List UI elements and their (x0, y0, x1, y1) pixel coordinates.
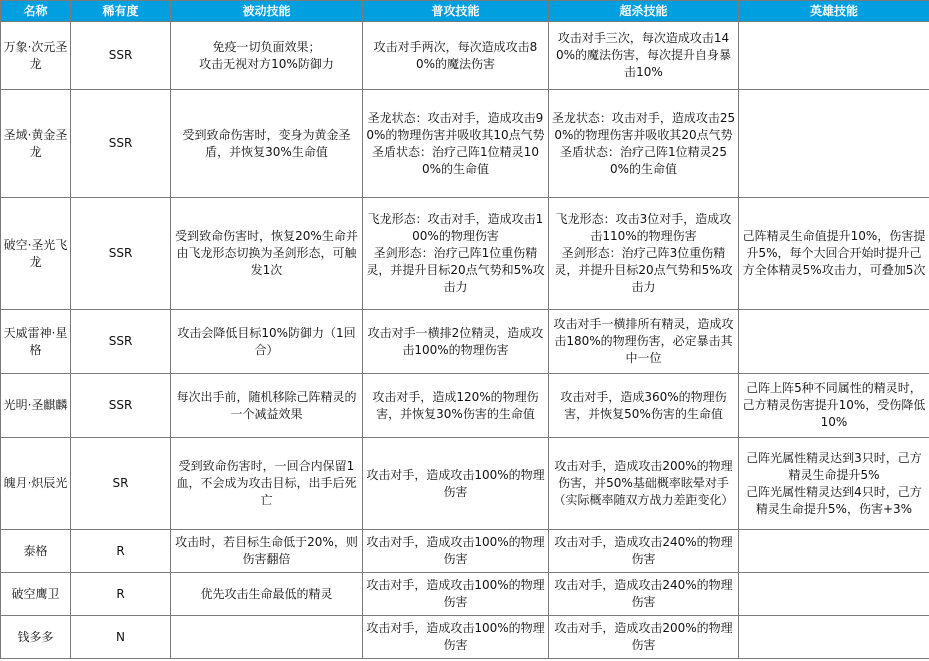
cell-name: 万象·次元圣龙 (1, 22, 71, 90)
header-normal: 普攻技能 (363, 1, 549, 22)
cell-rarity: SSR (71, 22, 171, 90)
cell-ultimate: 攻击对手一横排所有精灵，造成攻击180%的物理伤害，必定暴击其中一位 (549, 310, 739, 374)
cell-rarity: N (71, 616, 171, 659)
cell-normal: 攻击对手，造成120%的物理伤害，并恢复30%伤害的生命值 (363, 374, 549, 438)
header-ultimate: 超杀技能 (549, 1, 739, 22)
cell-name: 钱多多 (1, 616, 71, 659)
cell-name: 泰格 (1, 530, 71, 573)
cell-name: 魄月·炽辰光 (1, 438, 71, 530)
cell-ultimate: 飞龙形态：攻击3位对手，造成攻击110%的物理伤害 圣剑形态：治疗己阵3位重伤精灵，并提升目标20点气势和5%攻击力 (549, 198, 739, 310)
cell-ultimate: 攻击对手三次，每次造成攻击140%的魔法伤害，每次提升自身暴击10% (549, 22, 739, 90)
cell-normal: 飞龙形态：攻击对手，造成攻击100%的物理伤害 圣剑形态：治疗己阵1位重伤精灵，并提升目标20点气势和5%攻击力 (363, 198, 549, 310)
cell-passive: 每次出手前，随机移除己阵精灵的一个减益效果 (171, 374, 363, 438)
cell-passive: 攻击时，若目标生命低于20%，则伤害翻倍 (171, 530, 363, 573)
cell-name: 圣域·黄金圣龙 (1, 90, 71, 198)
table-row (1, 438, 929, 530)
cell-ultimate: 攻击对手，造成360%的物理伤害，并恢复50%伤害的生命值 (549, 374, 739, 438)
cell-hero (739, 90, 929, 198)
cell-name: 光明·圣麒麟 (1, 374, 71, 438)
cell-rarity: SSR (71, 90, 171, 198)
cell-normal: 攻击对手，造成攻击100%的物理伤害 (363, 573, 549, 616)
cell-rarity: SSR (71, 198, 171, 310)
cell-hero: 己阵上阵5种不同属性的精灵时，己方精灵伤害提升10%，受伤降低10% (739, 374, 929, 438)
cell-hero: 己阵精灵生命值提升10%，伤害提升5%，每个大回合开始时提升己方全体精灵5%攻击力，可叠加5次 (739, 198, 929, 310)
cell-ultimate: 攻击对手，造成攻击240%的物理伤害 (549, 530, 739, 573)
cell-passive: 免疫一切负面效果； 攻击无视对方10%防御力 (171, 22, 363, 90)
cell-hero (739, 530, 929, 573)
table-row (1, 22, 929, 90)
header-rarity: 稀有度 (71, 1, 171, 22)
table-row (1, 374, 929, 438)
table-row (1, 310, 929, 374)
cell-normal: 攻击对手，造成攻击100%的物理伤害 (363, 530, 549, 573)
cell-rarity: SSR (71, 374, 171, 438)
cell-passive: 优先攻击生命最低的精灵 (171, 573, 363, 616)
header-row (1, 1, 929, 22)
cell-normal: 攻击对手，造成攻击100%的物理伤害 (363, 438, 549, 530)
table-row (1, 573, 929, 616)
cell-name: 破空鹰卫 (1, 573, 71, 616)
cell-passive (171, 616, 363, 659)
cell-passive: 受到致命伤害时，恢复20%生命并由飞龙形态切换为圣剑形态，可触发1次 (171, 198, 363, 310)
header-name: 名称 (1, 1, 71, 22)
cell-rarity: R (71, 530, 171, 573)
header-passive: 被动技能 (171, 1, 363, 22)
cell-ultimate: 圣龙状态：攻击对手，造成攻击250%的物理伤害并吸收其20点气势 圣盾状态：治疗己阵1位精灵250%的生命值 (549, 90, 739, 198)
cell-rarity: R (71, 573, 171, 616)
cell-hero: 己阵光属性精灵达到3只时，己方精灵生命提升5% 己阵光属性精灵达到4只时，己方精灵生命提升5%，伤害+3% (739, 438, 929, 530)
cell-hero (739, 22, 929, 90)
table-row (1, 616, 929, 659)
table-row (1, 530, 929, 573)
cell-passive: 攻击会降低目标10%防御力（1回合） (171, 310, 363, 374)
cell-name: 破空·圣光飞龙 (1, 198, 71, 310)
cell-rarity: SSR (71, 310, 171, 374)
cell-ultimate: 攻击对手，造成攻击240%的物理伤害 (549, 573, 739, 616)
cell-hero (739, 310, 929, 374)
table-row (1, 198, 929, 310)
cell-rarity: SR (71, 438, 171, 530)
cell-normal: 圣龙状态：攻击对手，造成攻击90%的物理伤害并吸收其10点气势 圣盾状态：治疗己阵1位精灵100%的生命值 (363, 90, 549, 198)
header-hero: 英雄技能 (739, 1, 929, 22)
cell-normal: 攻击对手，造成攻击100%的物理伤害 (363, 616, 549, 659)
cell-passive: 受到致命伤害时，变身为黄金圣盾，并恢复30%生命值 (171, 90, 363, 198)
cell-hero (739, 573, 929, 616)
cell-normal: 攻击对手一横排2位精灵，造成攻击100%的物理伤害 (363, 310, 549, 374)
cell-hero (739, 616, 929, 659)
table-row (1, 90, 929, 198)
cell-ultimate: 攻击对手，造成攻击200%的物理伤害，并50%基础概率眩晕对手（实际概率随双方战力差距变化） (549, 438, 739, 530)
cell-name: 天威雷神·星格 (1, 310, 71, 374)
cell-ultimate: 攻击对手，造成攻击200%的物理伤害 (549, 616, 739, 659)
cell-passive: 受到致命伤害时，一回合内保留1血，不会成为攻击目标，出手后死亡 (171, 438, 363, 530)
cell-normal: 攻击对手两次，每次造成攻击80%的魔法伤害 (363, 22, 549, 90)
